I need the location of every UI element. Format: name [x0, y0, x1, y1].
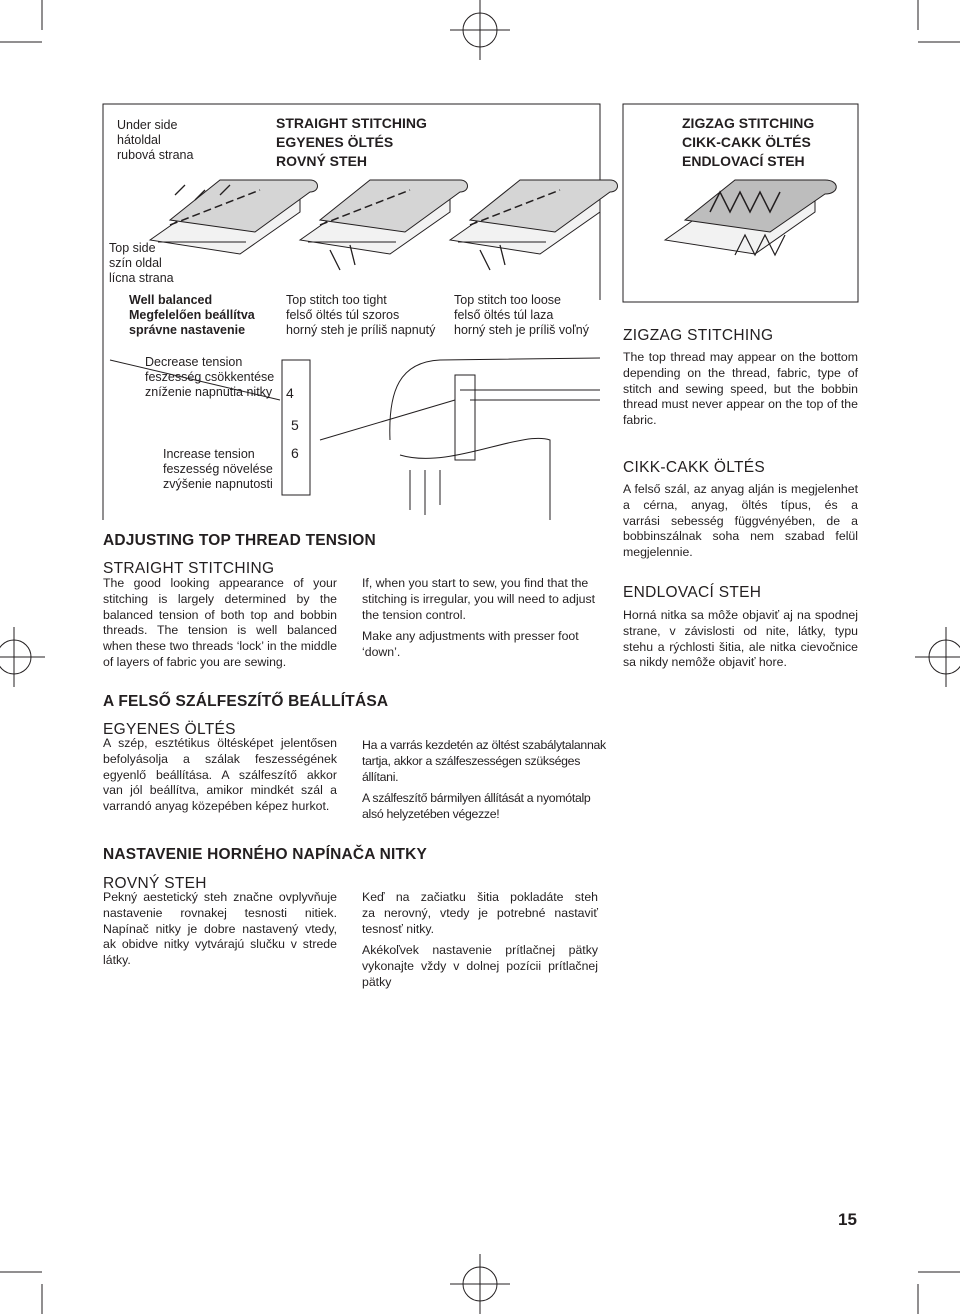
hu-subtitle: EGYENES ÖLTÉS [103, 721, 236, 738]
under-side-label: Under side hátoldal rubová strana [117, 118, 194, 162]
sk-subtitle: ROVNÝ STEH [103, 875, 207, 892]
increase-tension-label: Increase tension feszesség növelése zvýšenie napnutosti [163, 447, 273, 491]
dial-number-6: 6 [291, 445, 299, 461]
too-tight-label: Top stitch too tight felső öltés túl szoros horný steh je príliš napnutý [286, 293, 436, 337]
too-loose-label: Top stitch too loose felső öltés túl laza horný steh je príliš voľný [454, 293, 589, 337]
dial-number-4: 4 [286, 385, 294, 401]
zigzag-en-title: ZIGZAG STITCHING [623, 327, 774, 344]
sk-body-right: Keď na začiatku šitia pokladáte steh za nerovný, vtedy je potrebné nastaviť tesnosť nitky. Akékoľvek nastavenie prítlačnej pätky vykonajte vždy v dolnej pozícii prítlačnej pätky [362, 890, 598, 989]
dial-number-5: 5 [291, 417, 299, 433]
well-balanced-label: Well balanced Megfelelően beállítva správne nastavenie [129, 293, 255, 337]
en-body-left: The good looking appearance of your stitching is largely determined by the balanced tension of both top and bobbin threads. The tension is well balanced when these two threads ‘lock’ in the middle of layers of fabric you are sewing. [103, 576, 337, 669]
hu-title: A FELSŐ SZÁLFESZÍTŐ BEÁLLÍTÁSA [103, 693, 389, 710]
straight-stitching-header: STRAIGHT STITCHING EGYENES ÖLTÉS ROVNÝ STEH [276, 115, 427, 169]
zigzag-hu-title: CIKK-CAKK ÖLTÉS [623, 459, 766, 476]
zigzag-sk-body: Horná nitka sa môže objaviť aj na spodnej strane, v závislosti od nite, látky, typu stehu a rýchlosti šitia, ale nitka cievočnice sa nikdy nemôže objaviť hore. [623, 608, 858, 670]
decrease-tension-label: Decrease tension feszesség csökkentése zníženie napnutia nitky [145, 355, 275, 399]
en-subtitle: STRAIGHT STITCHING [103, 560, 275, 577]
hu-body-right: Ha a varrás kezdetén az öltést szabálytalannak tartja, akkor a szálfeszességen szükséges állítani. A szálfeszítő bármilyen állítását a nyomótalp alsó helyzetében végezze! [362, 738, 606, 822]
zigzag-sk-title: ENDLOVACÍ STEH [623, 584, 762, 601]
zigzag-en-body: The top thread may appear on the bottom depending on the thread, fabric, type of stitch and sewing speed, but the bobbin thread must never appear on the top of the fabric. [623, 350, 858, 428]
hu-body-left: A szép, esztétikus öltésképet jelentősen befolyásolja a szálak feszességének egyenlő beállítása. A szálfeszítő akkor van jól beállítva, amikor mindkét szál a varrandó anyag közepében képez hurkot. [103, 736, 337, 814]
sk-body-left: Pekný aestetický steh značne ovplyvňuje nastavenie rovnakej tesnosti nitiek. Napínač nitky je dobre nastavený vtedy, ak obidve nitky vytvárajú slučku v strede látky. [103, 890, 337, 968]
page-number: 15 [838, 1210, 857, 1229]
en-title: ADJUSTING TOP THREAD TENSION [103, 532, 376, 549]
top-side-label: Top side szín oldal lícna strana [109, 241, 174, 285]
zigzag-hu-body: A felső szál, az anyag alján is megjelenhet a cérna, anyag, öltés típus, és a varrási sebesség függvényében, de a bobbinszálnak soha nem szabad felül megjelennie. [623, 482, 858, 560]
sk-title: NASTAVENIE HORNÉHO NAPÍNAČA NITKY [103, 846, 428, 863]
zigzag-stitching-header: ZIGZAG STITCHING CIKK-CAKK ÖLTÉS ENDLOVACÍ STEH [682, 115, 815, 169]
en-body-right: If, when you start to sew, you find that the stitching is irregular, you will need to adjust the tension control. Make any adjustments with presser foot ‘down’. [362, 576, 596, 660]
